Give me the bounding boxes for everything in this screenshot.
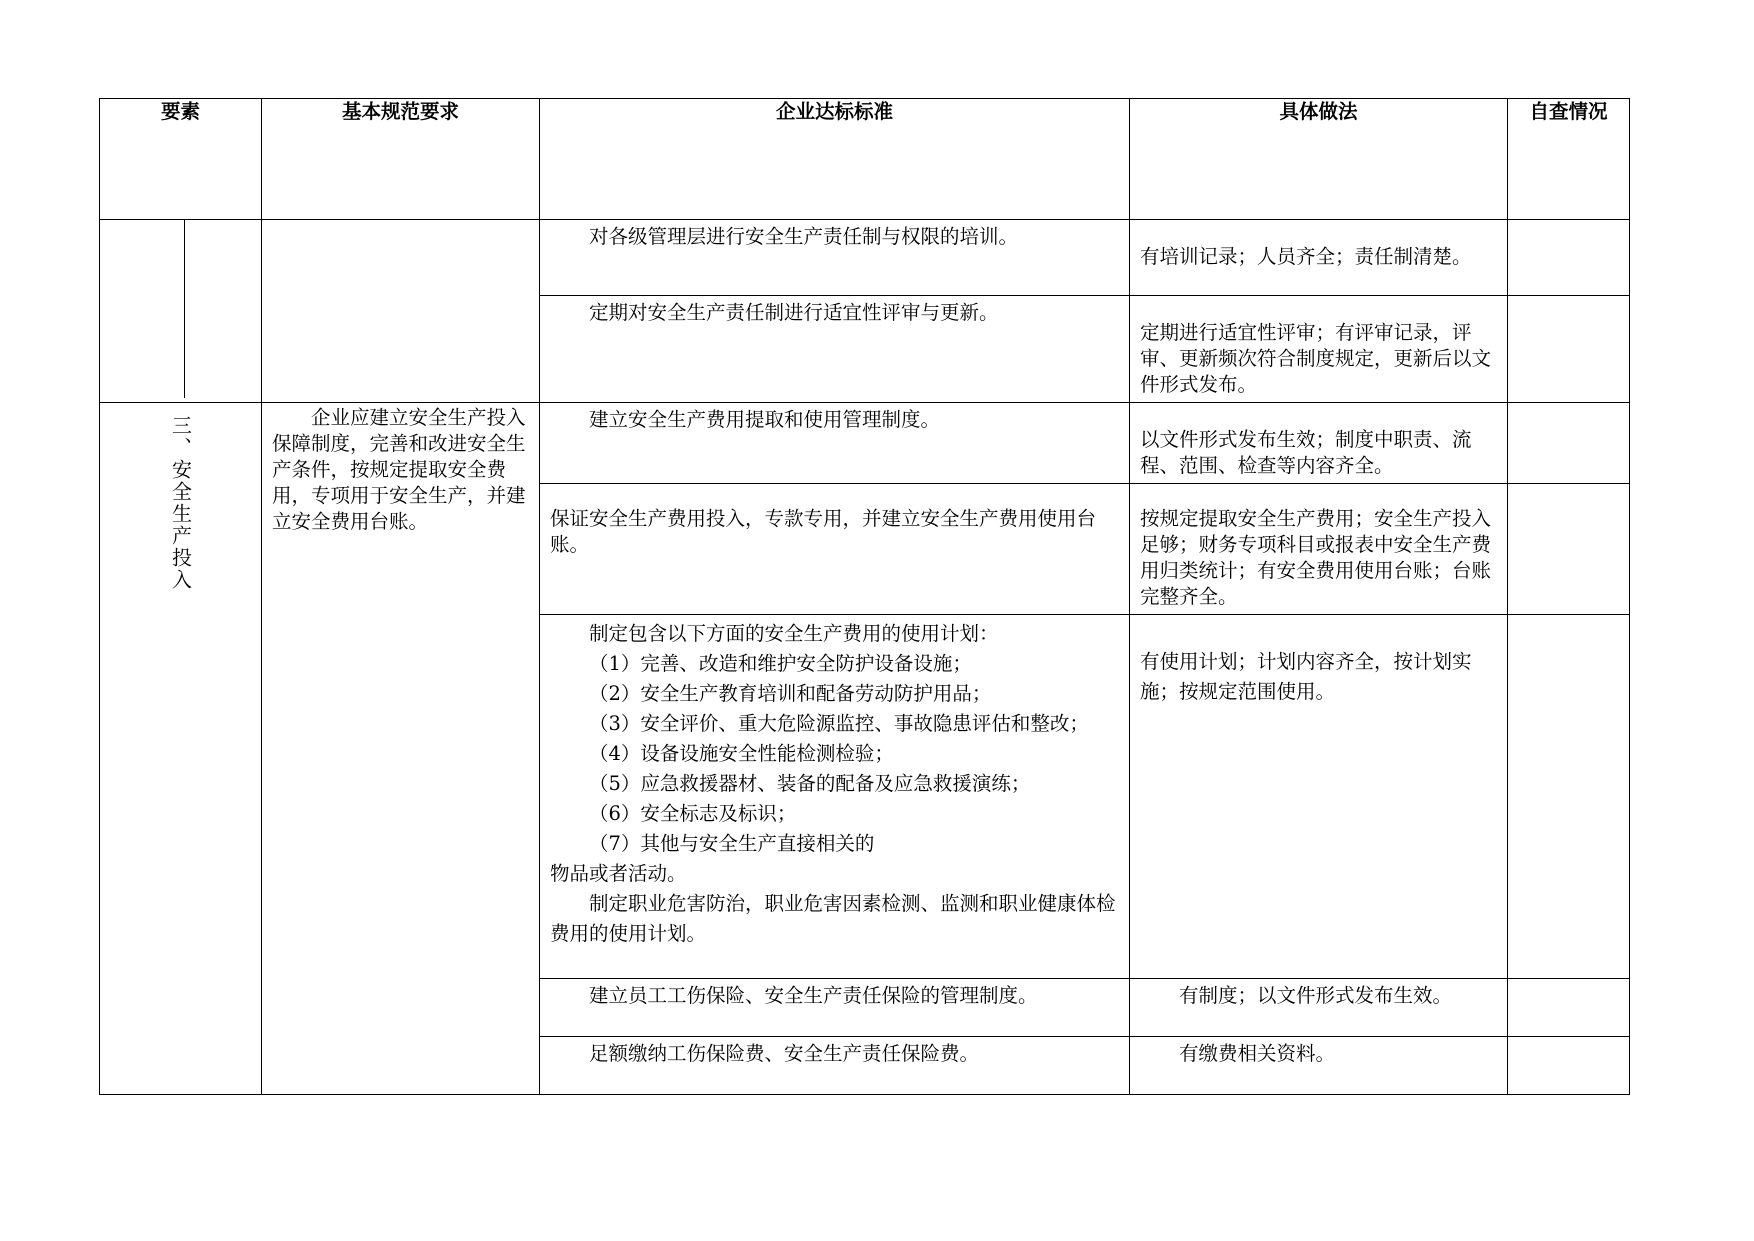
basic-cell-section3: 企业应建立安全生产投入保障制度，完善和改进安全生产条件，按规定提取安全费用，专项用于安全生产，并建立安全费用台账。 xyxy=(262,403,540,1095)
table-row xyxy=(100,403,1630,484)
header-self-check: 自查情况 xyxy=(1508,99,1630,220)
self-check-cell xyxy=(1508,615,1630,979)
table-row xyxy=(100,220,1630,296)
practice-cell: 有使用计划；计划内容齐全，按计划实施；按规定范围使用。 xyxy=(1130,615,1508,979)
standard-cell: 对各级管理层进行安全生产责任制与权限的培训。 xyxy=(540,220,1130,296)
self-check-cell xyxy=(1508,484,1630,615)
standard-cell: 定期对安全生产责任制进行适宜性评审与更新。 xyxy=(540,296,1130,403)
practice-cell: 以文件形式发布生效；制度中职责、流程、范围、检查等内容齐全。 xyxy=(1130,403,1508,484)
header-element: 要素 xyxy=(100,99,262,220)
practice-cell: 定期进行适宜性评审；有评审记录，评审、更新频次符合制度规定，更新后以文件形式发布。 xyxy=(1130,296,1508,403)
practice-cell: 有缴费相关资料。 xyxy=(1130,1037,1508,1095)
element-cell-section3 xyxy=(100,403,262,1095)
header-enterprise-standard: 企业达标标准 xyxy=(540,99,1130,220)
basic-cell-prev xyxy=(262,220,540,403)
standard-cell: 建立员工工伤保险、安全生产责任保险的管理制度。 xyxy=(540,979,1130,1037)
practice-cell: 有培训记录；人员齐全；责任制清楚。 xyxy=(1130,220,1508,296)
element-cell-prev xyxy=(100,220,262,403)
standard-cell: 建立安全生产费用提取和使用管理制度。 xyxy=(540,403,1130,484)
self-check-cell xyxy=(1508,979,1630,1037)
header-specific-practice: 具体做法 xyxy=(1130,99,1508,220)
element-subcell xyxy=(100,220,185,398)
standard-cell: 足额缴纳工伤保险费、安全生产责任保险费。 xyxy=(540,1037,1130,1095)
self-check-cell xyxy=(1508,220,1630,296)
header-basic-requirements: 基本规范要求 xyxy=(262,99,540,220)
self-check-cell xyxy=(1508,1037,1630,1095)
standard-cell xyxy=(540,615,1130,979)
standard-cell: 保证安全生产费用投入，专款专用，并建立安全生产费用使用台账。 xyxy=(540,484,1130,615)
practice-cell: 有制度；以文件形式发布生效。 xyxy=(1130,979,1508,1037)
standard-list: 制定包含以下方面的安全生产费用的使用计划： （1）完善、改造和维护安全防护设备设施； （2）安全生产教育培训和配备劳动防护用品； （3）安全评价、重大危险源监控、事故隐患评估和整改； （4）设备设施安全性能检测检验； （5）应急救援器材、装备的配备及应急救援演练； （6）安全标志及标识； （7）其他与安全生产直接相关的 物品或者活动。 制定职业危害防治，职业危害因素检测、监测和职业健康体检费用的使用计划。 xyxy=(550,622,1116,945)
header-row xyxy=(100,99,1630,220)
self-check-cell xyxy=(1508,403,1630,484)
standards-table xyxy=(99,98,1630,1095)
element-subcell xyxy=(185,220,261,398)
self-check-cell xyxy=(1508,296,1630,403)
practice-cell: 按规定提取安全生产费用；安全生产投入足够；财务专项科目或报表中安全生产费用归类统计；有安全费用使用台账；台账完整齐全。 xyxy=(1130,484,1508,615)
section-title: 三、安全生产投入 xyxy=(168,415,193,591)
